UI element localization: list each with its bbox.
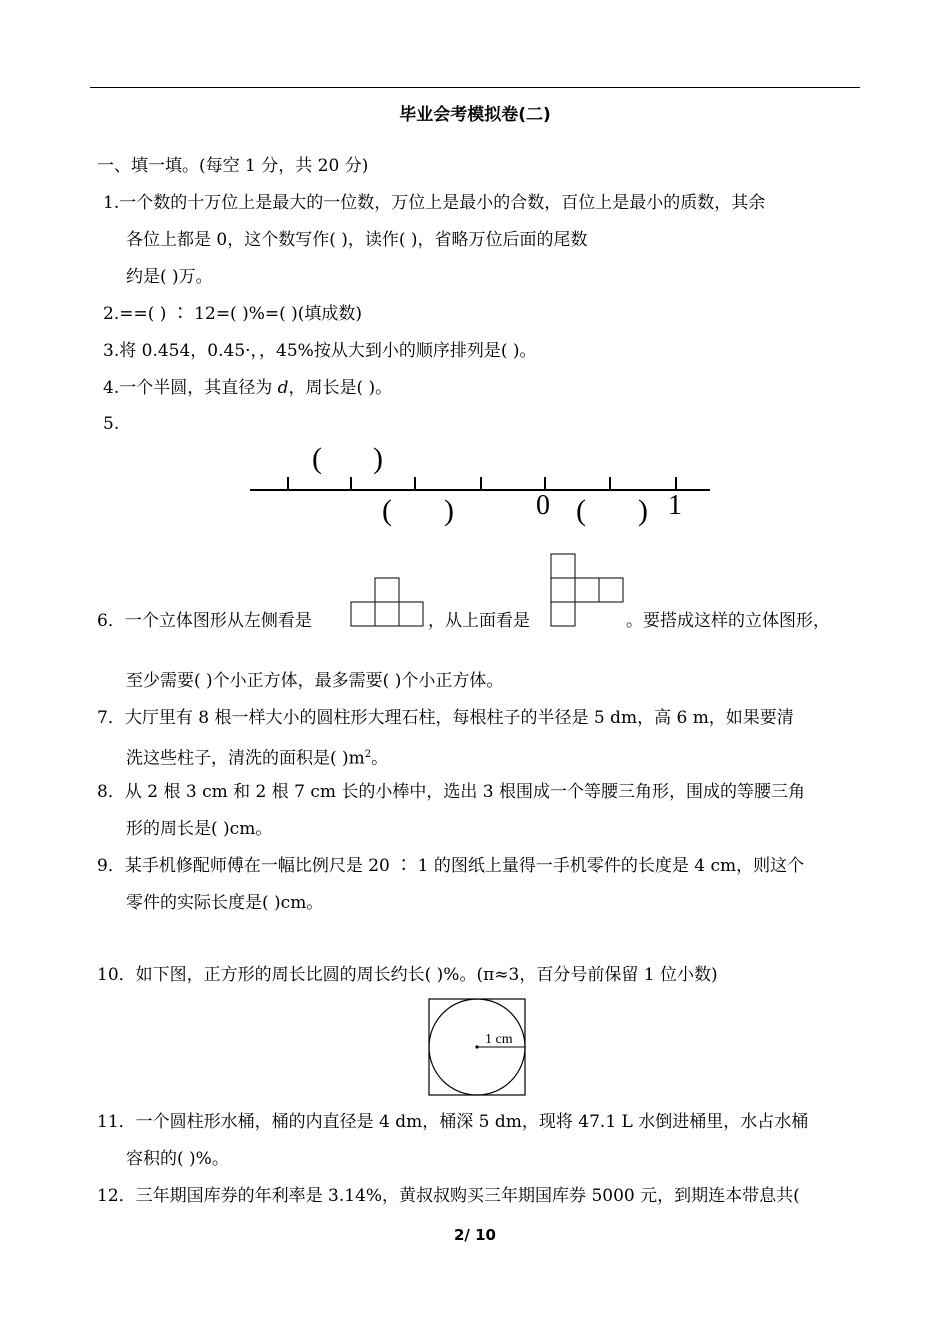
page-title: 毕业会考模拟卷(二) xyxy=(399,105,551,125)
section-heading: 一、填一填。(每空 1 分，共 20 分) xyxy=(97,156,369,176)
lower-blank-2-close: ) xyxy=(638,494,648,527)
question-9-line-2: 零件的实际长度是( )cm。 xyxy=(126,893,324,913)
question-7-line-2-end: 。 xyxy=(371,748,389,769)
question-3: 3.将 0.454，0.45·，，45%按从大到小的顺序排列是( )。 xyxy=(103,341,537,361)
question-7-line-1: 7．大厅里有 8 根一样大小的圆柱形大理石柱，每根柱子的半径是 5 dm，高 6 m，如果要清 xyxy=(97,708,794,728)
lower-blank-1-open: ( xyxy=(382,494,392,527)
question-6-part-3: 。要搭成这样的立体图形， xyxy=(626,611,830,631)
question-7-line-2-text: 洗这些柱子，清洗的面积是( )m xyxy=(126,748,365,769)
upper-blank-close: ) xyxy=(373,442,383,475)
question-11-line-2: 容积的( )%。 xyxy=(126,1149,229,1169)
lower-blank-2-open: ( xyxy=(576,494,586,527)
upper-blank-open: ( xyxy=(312,442,322,475)
question-4 xyxy=(103,377,392,399)
question-6-part-1: 6．一个立体图形从左侧看是 xyxy=(97,611,312,631)
page-number: 2/ 10 xyxy=(453,1226,496,1244)
question-7-line-2 xyxy=(126,744,388,770)
question-4-suffix: ，周长是( )。 xyxy=(288,378,393,398)
radius-label: 1 cm xyxy=(485,1032,513,1047)
question-4-prefix: 4.一个半圆，其直径为 xyxy=(103,378,278,398)
question-1-line-2: 各位上都是 0，这个数写作( )，读作( )，省略万位后面的尾数 xyxy=(126,230,588,250)
one-label: 1 xyxy=(668,490,682,521)
top-rule xyxy=(90,87,860,88)
zero-label: 0 xyxy=(536,490,550,521)
question-11-line-1: 11．一个圆柱形水桶，桶的内直径是 4 dm，桶深 5 dm，现将 47.1 L 水倒进桶里，水占水桶 xyxy=(97,1112,809,1132)
question-2: 2.==( ) ∶ 12=( )%=( )(填成数) xyxy=(103,304,363,324)
question-1-line-3: 约是( )万。 xyxy=(126,267,213,287)
question-8-line-1: 8．从 2 根 3 cm 和 2 根 7 cm 长的小棒中，选出 3 根围成一个等腰三角形，围成的等腰三角 xyxy=(97,782,806,802)
question-4-variable: d xyxy=(277,378,289,398)
question-5: 5. xyxy=(103,414,120,434)
question-9-line-1: 9．某手机修配师傅在一幅比例尺是 20 ∶ 1 的图纸上量得一手机零件的长度是 4 cm，则这个 xyxy=(97,856,805,876)
question-6-part-2: ，从上面看是 xyxy=(428,611,530,631)
lower-blank-1-close: ) xyxy=(444,494,454,527)
question-6-line-2: 至少需要( )个小正方体，最多需要( )个小正方体。 xyxy=(126,671,504,691)
top-view-figure xyxy=(550,554,626,628)
square-circle-figure xyxy=(428,998,526,1096)
question-1-line-1: 1.一个数的十万位上是最大的一位数，万位上是最小的合数，百位上是最小的质数，其余 xyxy=(103,193,766,213)
question-8-line-2: 形的周长是( )cm。 xyxy=(126,819,273,839)
left-view-figure xyxy=(350,578,426,628)
square-exponent: 2 xyxy=(364,749,372,760)
question-12: 12．三年期国库券的年利率是 3.14%，黄叔叔购买三年期国库券 5000 元，到期连本带息共( xyxy=(97,1186,800,1206)
question-10: 10．如下图，正方形的周长比圆的周长约长( )%。(π≈3，百分号前保留 1 位小数) xyxy=(97,965,718,985)
number-line-figure xyxy=(248,440,714,530)
